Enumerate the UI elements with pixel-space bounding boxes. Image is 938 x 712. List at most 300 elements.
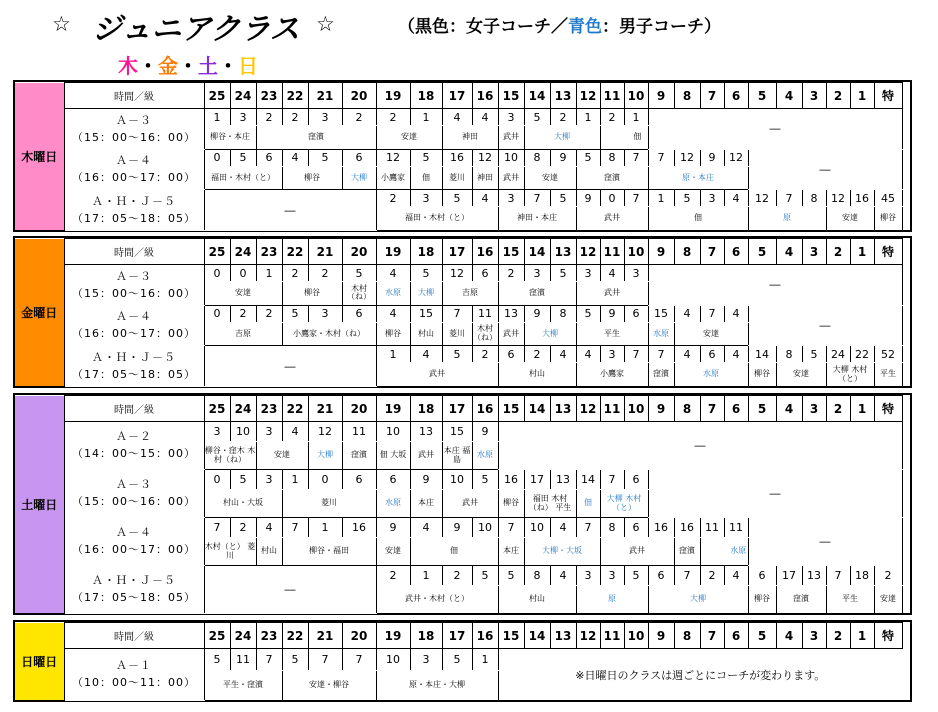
student-count: 7 <box>308 649 342 671</box>
student-count: 45 <box>874 190 902 207</box>
student-count: 4 <box>576 346 600 363</box>
student-count: 5 <box>342 265 376 282</box>
coach-name: 佃 大坂 <box>376 442 410 470</box>
weekday-legend-char: ・ <box>178 54 198 78</box>
coach-name: 水原 <box>376 282 410 306</box>
coach-name: 菱川 <box>442 166 472 190</box>
grade-column-header: 1 <box>850 239 874 265</box>
no-class-dash: ― <box>204 346 376 387</box>
star-icon: ☆ <box>52 12 71 36</box>
weekday-legend-char: 金 <box>158 54 178 78</box>
grade-column-header: 9 <box>648 396 674 422</box>
coach-name: 水原 <box>376 490 410 518</box>
weekday-legend-char: 日 <box>238 54 258 78</box>
student-count: 1 <box>410 565 442 585</box>
grade-column-header: 1 <box>850 83 874 109</box>
weekday-legend-char: ・ <box>218 54 238 78</box>
coach-name: 柳谷・本庄 <box>204 126 256 150</box>
coach-name: 武井 <box>410 442 442 470</box>
coach-name: 窪濱 <box>576 166 648 190</box>
student-count: 12 <box>472 149 498 166</box>
coach-name: 本庄 <box>410 490 442 518</box>
coach-name: 窪濱 <box>674 538 700 566</box>
student-count: 9 <box>472 422 498 442</box>
student-count: 0 <box>204 305 230 322</box>
class-name: Ａ－３ <box>116 269 152 283</box>
grade-column-header: 21 <box>308 623 342 649</box>
grade-column-header: 21 <box>308 239 342 265</box>
student-count: 6 <box>624 469 648 489</box>
grade-column-header: 6 <box>724 239 748 265</box>
student-count: 1 <box>624 109 648 126</box>
student-count: 4 <box>472 190 498 207</box>
student-count: 14 <box>576 469 600 489</box>
student-count: 4 <box>724 565 748 585</box>
student-count: 3 <box>308 305 342 322</box>
grade-column-header: 4 <box>776 239 802 265</box>
student-count: 3 <box>308 109 342 126</box>
grade-column-header: 15 <box>498 623 524 649</box>
student-count: 6 <box>472 265 498 282</box>
weekday-legend-char: ・ <box>138 54 158 78</box>
grade-column-header: 18 <box>410 396 442 422</box>
coach-name: 安達 <box>674 322 748 346</box>
coach-name: 水原 <box>648 322 674 346</box>
legend-part: （黒色：女子コーチ／ <box>398 17 568 37</box>
student-count: 11 <box>700 517 724 537</box>
student-count: 4 <box>550 517 576 537</box>
header-time-grade: 時間／級 <box>64 239 204 265</box>
student-count: 1 <box>648 190 674 207</box>
class-time: （10：00～11：00） <box>72 676 196 690</box>
student-count: 6 <box>624 305 648 322</box>
student-count: 12 <box>674 149 700 166</box>
student-count: 9 <box>700 149 724 166</box>
grade-column-header: 6 <box>724 623 748 649</box>
student-count: 10 <box>230 422 256 442</box>
class-label <box>64 422 204 470</box>
student-count: 8 <box>524 149 550 166</box>
coach-name: 窪濱 <box>776 586 826 614</box>
coach-name: 大柳 <box>308 442 342 470</box>
student-count: 10 <box>472 517 498 537</box>
class-label <box>64 305 204 346</box>
grade-column-header: 特 <box>874 396 902 422</box>
class-time: （15：00～16：00） <box>72 130 196 144</box>
student-count: 4 <box>724 190 748 207</box>
student-count: 12 <box>376 149 410 166</box>
coach-name: 菱川 <box>282 490 376 518</box>
grade-column-header: 14 <box>524 396 550 422</box>
student-count: 1 <box>576 109 600 126</box>
student-count: 4 <box>376 265 410 282</box>
student-count: 16 <box>498 469 524 489</box>
student-count: 7 <box>624 346 648 363</box>
student-count: 10 <box>524 517 550 537</box>
grade-column-header: 17 <box>442 239 472 265</box>
grade-column-header: 17 <box>442 83 472 109</box>
grade-column-header: 6 <box>724 83 748 109</box>
coach-name: 大柳 木村（と） <box>826 363 874 387</box>
coach-name: 佃 <box>410 166 442 190</box>
student-count: 4 <box>674 346 700 363</box>
class-label <box>64 190 204 231</box>
student-count: 16 <box>674 517 700 537</box>
student-count: 4 <box>410 517 442 537</box>
student-count: 1 <box>472 649 498 671</box>
student-count: 52 <box>874 346 902 363</box>
student-count: 2 <box>498 265 524 282</box>
student-count: 16 <box>342 517 376 537</box>
day-label: 金曜日 <box>15 239 64 387</box>
coach-name: 村山 <box>498 586 576 614</box>
coach-name: 大柳・大坂 <box>524 538 600 566</box>
coach-name: 武井 <box>498 166 524 190</box>
coach-name: 武井 <box>576 282 648 306</box>
legend-part-blue: 青色 <box>568 17 602 37</box>
coach-name: 平生 <box>874 363 902 387</box>
student-count: 5 <box>410 149 442 166</box>
class-label <box>64 517 204 565</box>
coach-name: 安達 <box>376 538 410 566</box>
coach-name: 大柳 <box>410 282 442 306</box>
student-count: 3 <box>204 422 230 442</box>
coach-name: 村山・大坂 <box>204 490 282 518</box>
coach-name: 原・本庄 <box>648 166 748 190</box>
student-count: 5 <box>550 265 576 282</box>
student-count: 9 <box>410 469 442 489</box>
grade-column-header: 3 <box>802 239 826 265</box>
coach-name: 安達 <box>204 282 282 306</box>
grade-column-header: 25 <box>204 396 230 422</box>
student-count: 4 <box>256 517 282 537</box>
coach-name: 佃 <box>648 207 748 231</box>
student-count: 9 <box>376 517 410 537</box>
student-count: 9 <box>576 190 600 207</box>
student-count: 2 <box>376 109 410 126</box>
coach-name: 柳谷 <box>498 490 524 518</box>
grade-column-header: 8 <box>674 83 700 109</box>
student-count: 3 <box>410 190 442 207</box>
class-time: （14：00～15：00） <box>72 447 196 461</box>
grade-column-header: 25 <box>204 239 230 265</box>
student-count: 3 <box>576 265 600 282</box>
grade-column-header: 6 <box>724 396 748 422</box>
grade-column-header: 20 <box>342 239 376 265</box>
student-count: 7 <box>600 469 624 489</box>
student-count: 10 <box>376 649 410 671</box>
grade-column-header: 10 <box>624 623 648 649</box>
coach-name: 水原 <box>700 538 776 566</box>
legend-part: ：男子コーチ） <box>602 17 721 37</box>
student-count: 2 <box>524 346 550 363</box>
student-count: 2 <box>230 517 256 537</box>
student-count: 5 <box>524 109 550 126</box>
student-count: 7 <box>648 149 674 166</box>
coach-name: 小鷹家・木村（ね） <box>282 322 376 346</box>
grade-column-header: 21 <box>308 396 342 422</box>
schedule-table <box>15 238 903 387</box>
grade-column-header: 9 <box>648 83 674 109</box>
student-count: 0 <box>600 190 624 207</box>
coach-name: 平生・窪濱 <box>204 670 282 700</box>
grade-column-header: 19 <box>376 623 410 649</box>
student-count: 15 <box>442 422 472 442</box>
student-count: 5 <box>472 565 498 585</box>
student-count: 2 <box>700 565 724 585</box>
student-count: 10 <box>498 149 524 166</box>
student-count: 5 <box>550 190 576 207</box>
coach-name: 佃 <box>576 490 600 518</box>
coach-name: 平生 <box>826 586 874 614</box>
header-time-grade: 時間／級 <box>64 83 204 109</box>
student-count: 5 <box>230 149 256 166</box>
grade-column-header: 10 <box>624 83 648 109</box>
weekday-legend <box>118 50 258 79</box>
grade-column-header: 10 <box>624 396 648 422</box>
grade-column-header: 特 <box>874 83 902 109</box>
grade-column-header: 24 <box>230 396 256 422</box>
grade-column-header: 22 <box>282 396 308 422</box>
grade-column-header: 22 <box>282 83 308 109</box>
grade-column-header: 8 <box>674 396 700 422</box>
student-count: 16 <box>648 517 674 537</box>
class-name: Ａ－３ <box>116 113 152 127</box>
student-count: 3 <box>256 469 282 489</box>
student-count: 8 <box>802 190 826 207</box>
class-label <box>64 265 204 306</box>
grade-column-header: 14 <box>524 83 550 109</box>
grade-column-header: 24 <box>230 83 256 109</box>
student-count: 10 <box>376 422 410 442</box>
grade-column-header: 25 <box>204 83 230 109</box>
coach-name: 武井 <box>498 126 524 150</box>
coach-name: 大柳 <box>342 166 376 190</box>
student-count: 5 <box>442 649 472 671</box>
student-count: 9 <box>550 149 576 166</box>
grade-column-header: 20 <box>342 396 376 422</box>
student-count: 4 <box>282 422 308 442</box>
student-count: 11 <box>472 305 498 322</box>
grade-column-header: 21 <box>308 83 342 109</box>
no-class-dash: ― <box>648 109 902 150</box>
grade-column-header: 1 <box>850 396 874 422</box>
grade-column-header: 13 <box>550 396 576 422</box>
student-count: 2 <box>308 265 342 282</box>
grade-column-header: 13 <box>550 239 576 265</box>
coach-name: 大柳 <box>648 586 748 614</box>
student-count: 7 <box>524 190 550 207</box>
coach-name: 安達 <box>826 207 874 231</box>
coach-name: 福田・木村（と） <box>376 207 498 231</box>
student-count: 2 <box>282 109 308 126</box>
schedule-block <box>13 236 912 388</box>
student-count: 9 <box>524 305 550 322</box>
grade-column-header: 20 <box>342 83 376 109</box>
student-count: 5 <box>282 649 308 671</box>
student-count: 7 <box>674 565 700 585</box>
student-count: 9 <box>442 517 472 537</box>
grade-column-header: 12 <box>576 83 600 109</box>
class-time: （15：00～16：00） <box>72 286 196 300</box>
coach-name: 福田 木村（ね） 平生 <box>524 490 576 518</box>
coach-name: 武井 <box>600 538 674 566</box>
student-count: 7 <box>576 517 600 537</box>
student-count: 8 <box>524 565 550 585</box>
student-count: 3 <box>600 565 624 585</box>
class-time: （17：05～18：05） <box>72 212 196 226</box>
class-time: （17：05～18：05） <box>72 591 196 605</box>
student-count: 7 <box>624 190 648 207</box>
student-count: 4 <box>724 305 748 322</box>
coach-name: 武井・木村（と） <box>376 586 498 614</box>
student-count: 6 <box>624 517 648 537</box>
student-count: 4 <box>442 109 472 126</box>
coach-name: 木村（ね） <box>342 282 376 306</box>
class-label <box>64 109 204 150</box>
class-name: Ａ・Ｈ・Ｊ－５ <box>92 351 176 365</box>
coach-name: 村山 <box>498 363 576 387</box>
student-count: 5 <box>472 469 498 489</box>
schedule-block <box>13 393 912 615</box>
class-name: Ａ・Ｈ・Ｊ－５ <box>92 195 176 209</box>
student-count: 0 <box>204 149 230 166</box>
student-count: 1 <box>308 517 342 537</box>
grade-column-header: 11 <box>600 396 624 422</box>
coach-name: 柳谷 <box>874 207 902 231</box>
coach-name: 武井 <box>376 363 498 387</box>
coach-name: 福田・木村（と） <box>204 166 282 190</box>
student-count: 6 <box>342 469 376 489</box>
student-count: 6 <box>376 469 410 489</box>
student-count: 6 <box>648 565 674 585</box>
student-count: 5 <box>282 305 308 322</box>
coach-name: 柳谷 <box>282 166 342 190</box>
student-count: 7 <box>256 649 282 671</box>
grade-column-header: 13 <box>550 83 576 109</box>
coach-name: 神田 <box>472 166 498 190</box>
coach-name: 菱川 <box>442 322 472 346</box>
grade-column-header: 11 <box>600 623 624 649</box>
coach-name: 村山 <box>410 322 442 346</box>
grade-column-header: 16 <box>472 623 498 649</box>
coach-name: 神田 <box>442 126 498 150</box>
student-count: 7 <box>442 305 472 322</box>
student-count: 0 <box>204 469 230 489</box>
weekday-legend-char: 土 <box>198 54 218 78</box>
grade-column-header: 特 <box>874 239 902 265</box>
student-count: 8 <box>550 305 576 322</box>
grade-column-header: 14 <box>524 623 550 649</box>
grade-column-header: 24 <box>230 239 256 265</box>
page-header <box>0 0 938 80</box>
student-count: 7 <box>648 346 674 363</box>
grade-column-header: 7 <box>700 396 724 422</box>
grade-column-header: 18 <box>410 83 442 109</box>
student-count: 18 <box>850 565 874 585</box>
class-label <box>64 149 204 190</box>
coach-name: 安達 <box>776 363 826 387</box>
student-count: 7 <box>342 649 376 671</box>
coach-name: 原 <box>748 207 826 231</box>
student-count: 13 <box>550 469 576 489</box>
coach-name: 木村（ね） <box>472 322 498 346</box>
coach-name: 柳谷 <box>748 586 776 614</box>
grade-column-header: 22 <box>282 623 308 649</box>
no-class-dash: ― <box>204 190 376 231</box>
grade-column-header: 16 <box>472 396 498 422</box>
student-count: 2 <box>550 109 576 126</box>
student-count: 1 <box>282 469 308 489</box>
class-name: Ａ－２ <box>116 430 152 444</box>
student-count: 13 <box>498 305 524 322</box>
student-count: 2 <box>874 565 902 585</box>
student-count: 15 <box>648 305 674 322</box>
class-name: Ａ－４ <box>116 154 152 168</box>
grade-column-header: 23 <box>256 83 282 109</box>
grade-column-header: 2 <box>826 239 850 265</box>
student-count: 7 <box>826 565 850 585</box>
student-count: 0 <box>204 265 230 282</box>
student-count: 16 <box>442 149 472 166</box>
class-name: Ａ－３ <box>116 478 152 492</box>
student-count: 5 <box>204 649 230 671</box>
grade-column-header: 5 <box>748 239 776 265</box>
no-class-dash: ― <box>748 517 902 565</box>
coach-name: 原 <box>576 586 648 614</box>
student-count: 3 <box>230 109 256 126</box>
coach-name: 佃 <box>600 126 674 150</box>
grade-column-header: 5 <box>748 396 776 422</box>
student-count: 2 <box>472 346 498 363</box>
grade-column-header: 19 <box>376 239 410 265</box>
student-count: 3 <box>600 346 624 363</box>
grade-column-header: 1 <box>850 623 874 649</box>
grade-column-header: 9 <box>648 623 674 649</box>
coach-name: 大柳 木村（と） <box>600 490 648 518</box>
class-name: Ａ－１ <box>116 659 152 673</box>
grade-column-header: 17 <box>442 623 472 649</box>
schedule-table <box>15 395 903 614</box>
no-class-dash: ― <box>748 149 902 190</box>
coach-name: 本庄 <box>498 538 524 566</box>
coach-name: 大柳 <box>524 126 600 150</box>
grade-column-header: 19 <box>376 83 410 109</box>
student-count: 0 <box>230 265 256 282</box>
coach-name: 武井 <box>442 490 498 518</box>
grade-column-header: 20 <box>342 623 376 649</box>
grade-column-header: 13 <box>550 623 576 649</box>
student-count: 8 <box>776 346 802 363</box>
student-count: 12 <box>724 149 748 166</box>
schedule-block <box>13 620 912 702</box>
grade-column-header: 12 <box>576 239 600 265</box>
student-count: 12 <box>442 265 472 282</box>
student-count: 1 <box>204 109 230 126</box>
student-count: 2 <box>282 265 308 282</box>
coach-name: 柳谷 <box>376 322 410 346</box>
student-count: 10 <box>442 469 472 489</box>
grade-column-header: 4 <box>776 83 802 109</box>
grade-column-header: 7 <box>700 623 724 649</box>
schedule-block <box>13 80 912 232</box>
coach-name: 神田・本庄 <box>498 207 576 231</box>
student-count: 5 <box>230 469 256 489</box>
grade-column-header: 5 <box>748 83 776 109</box>
header-time-grade: 時間／級 <box>64 623 204 649</box>
day-label: 日曜日 <box>15 623 64 701</box>
coach-name: 平生 <box>576 322 648 346</box>
